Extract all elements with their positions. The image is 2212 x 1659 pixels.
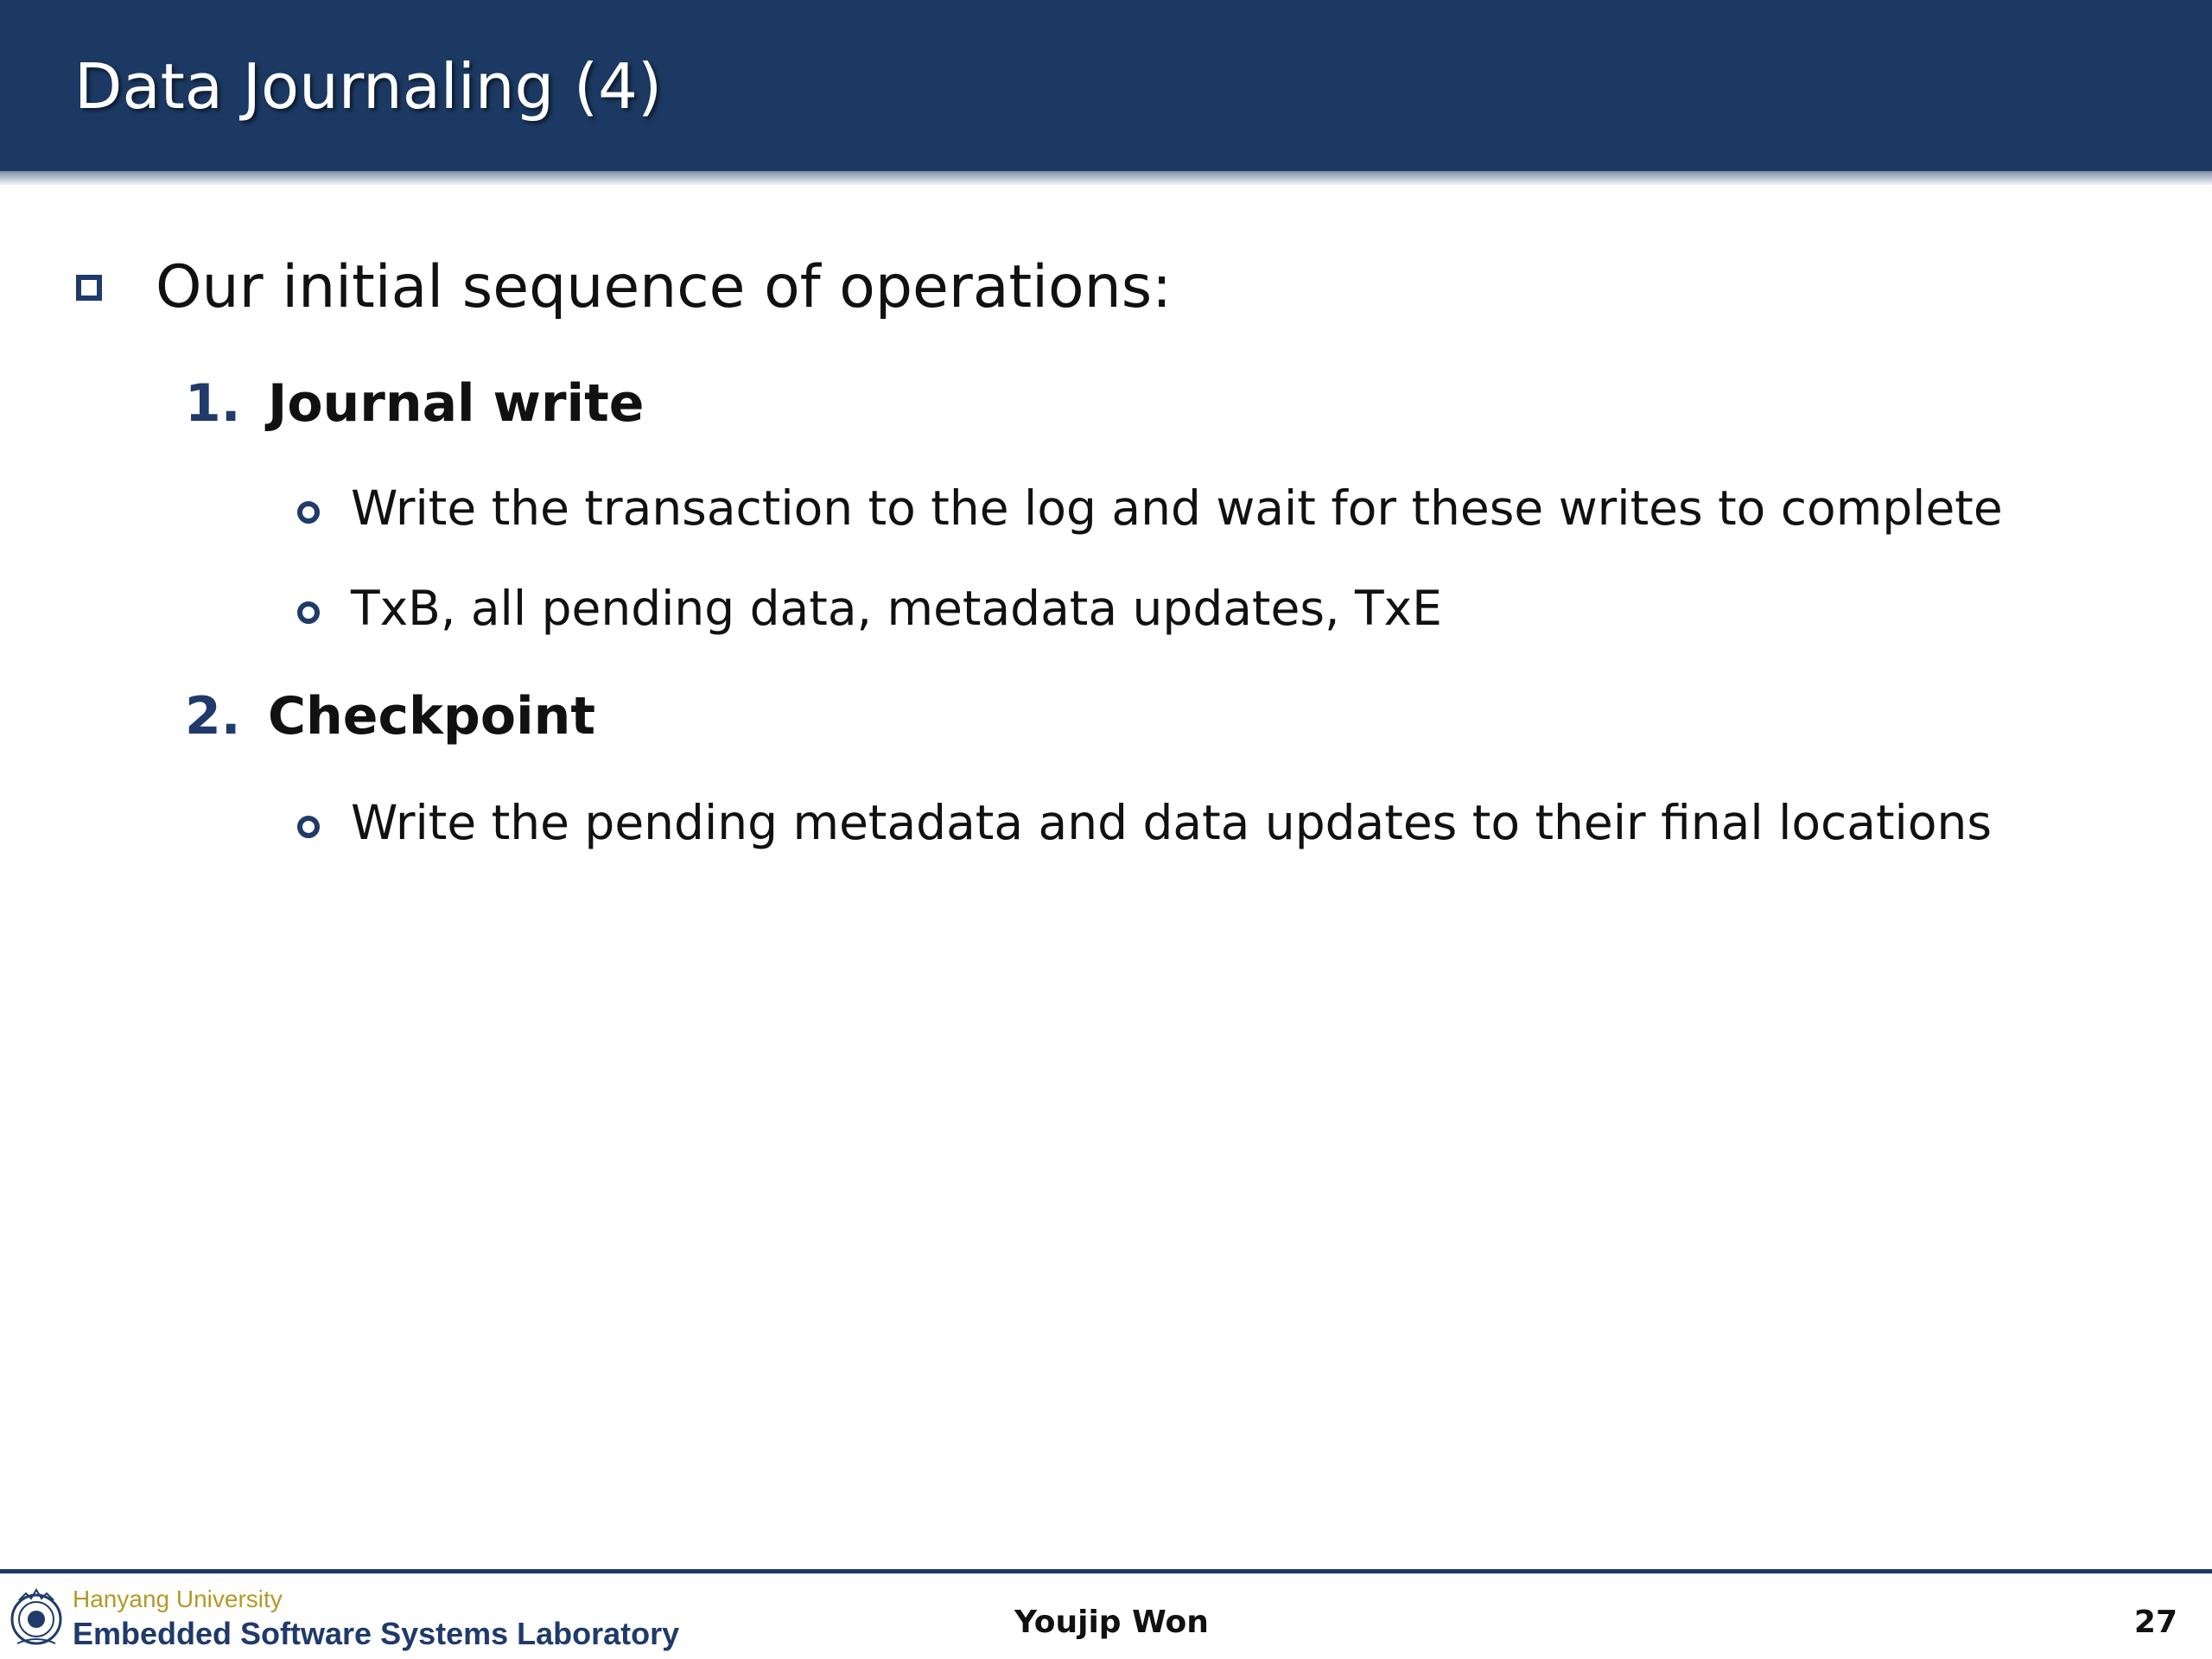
hollow-circle-icon xyxy=(297,501,320,524)
author-name: Youjip Won xyxy=(1014,1605,1209,1640)
title-bar-shadow xyxy=(0,171,2212,185)
step-label: Checkpoint xyxy=(268,686,596,747)
page-number: 27 xyxy=(2133,1605,2177,1640)
step-label: Journal write xyxy=(268,373,645,434)
hollow-circle-icon xyxy=(297,601,320,624)
university-seal-icon xyxy=(9,1583,64,1650)
university-name: Hanyang University xyxy=(73,1586,283,1612)
lab-name: Embedded Software Systems Laboratory xyxy=(73,1616,680,1651)
slide-title: Data Journaling (4) xyxy=(74,50,663,123)
footer-rule xyxy=(0,1569,2212,1573)
step-number: 1. xyxy=(185,373,241,434)
sub-item: Write the pending metadata and data updates to their final locations xyxy=(351,795,1992,850)
bullet-text: Our initial sequence of operations: xyxy=(156,253,1173,321)
hollow-circle-icon xyxy=(297,816,320,838)
hollow-square-icon xyxy=(76,275,102,301)
sub-item: TxB, all pending data, metadata updates, TxE xyxy=(351,581,1442,636)
title-bar xyxy=(0,0,2212,171)
sub-item: Write the transaction to the log and wait for these writes to complete xyxy=(351,480,2003,536)
step-number: 2. xyxy=(185,686,241,747)
